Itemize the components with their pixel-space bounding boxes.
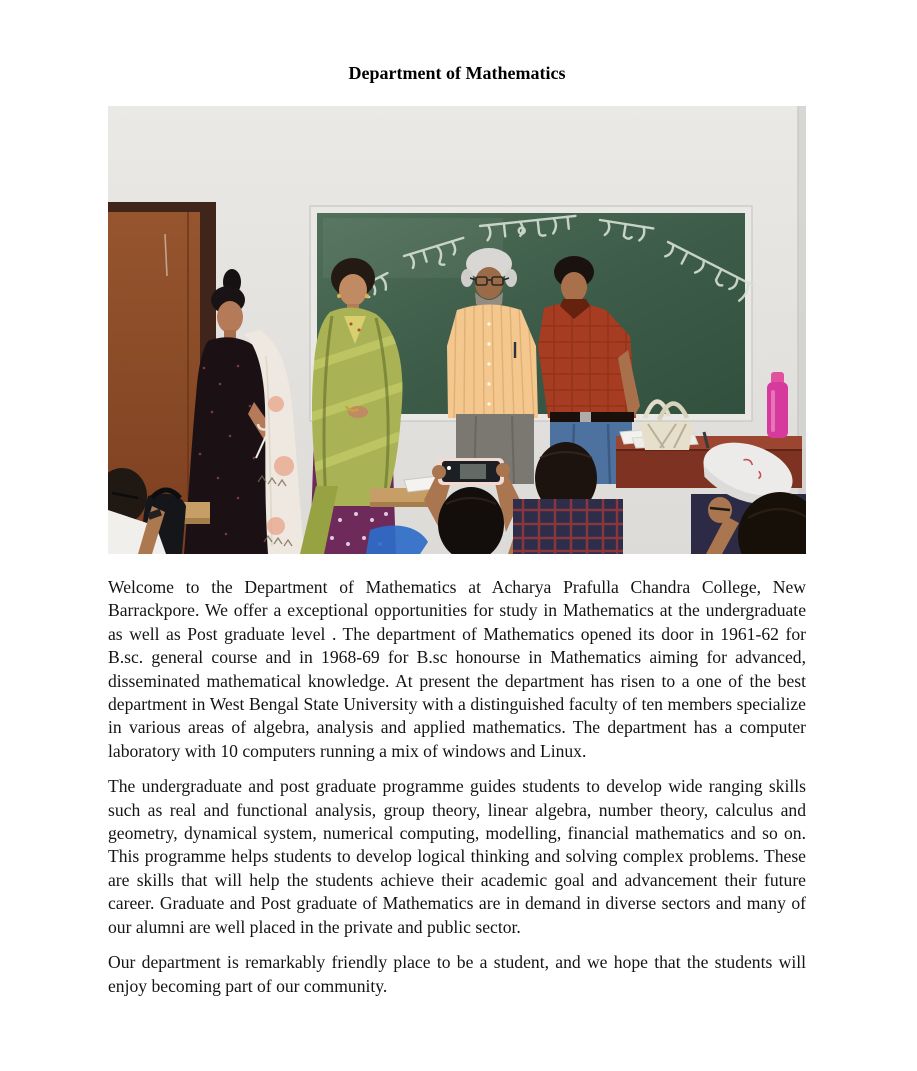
department-photo <box>108 106 806 554</box>
paragraph-welcome: Welcome to the Department of Mathematics at Acharya Prafulla Chandra College, New Barrackpore. We offer a exceptional opportunities for study in Mathematics at the undergraduate as well as Post graduate level . The department of Mathematics opened its door in 1961-62 for B.sc. general course and in 1968-69 for B.sc honourse in Mathematics aiming for advanced, disseminated mathematical knowledge. At present the department has risen to a one of the best department in West Bengal State University with a distinguished faculty of ten members specialize in various areas of algebra, analysis and applied mathematics. The department has a computer laboratory with 10 computers running a mix of windows and Linux. <box>108 577 806 761</box>
paragraph-programme: The undergraduate and post graduate programme guides students to develop wide ranging skills such as real and functional analysis, group theory, linear algebra, number theory, calculus and geometry, dynamical system, numerical computing, modelling, financial mathematics and so on. This programme helps students to develop logical thinking and solving complex problems. These are skills that will help the students achieve their academic goal and advancement their future career. Graduate and Post graduate of Mathematics are in demand in diverse sectors and many of our alumni are well placed in the private and public sector. <box>108 776 806 937</box>
paragraph-community: Our department is remarkably friendly place to be a student, and we hope that the students will enjoy becoming part of our community. <box>108 952 806 996</box>
article-body <box>108 576 806 998</box>
classroom-photo-illustration <box>108 106 806 554</box>
page-title: Department of Mathematics <box>348 63 566 83</box>
